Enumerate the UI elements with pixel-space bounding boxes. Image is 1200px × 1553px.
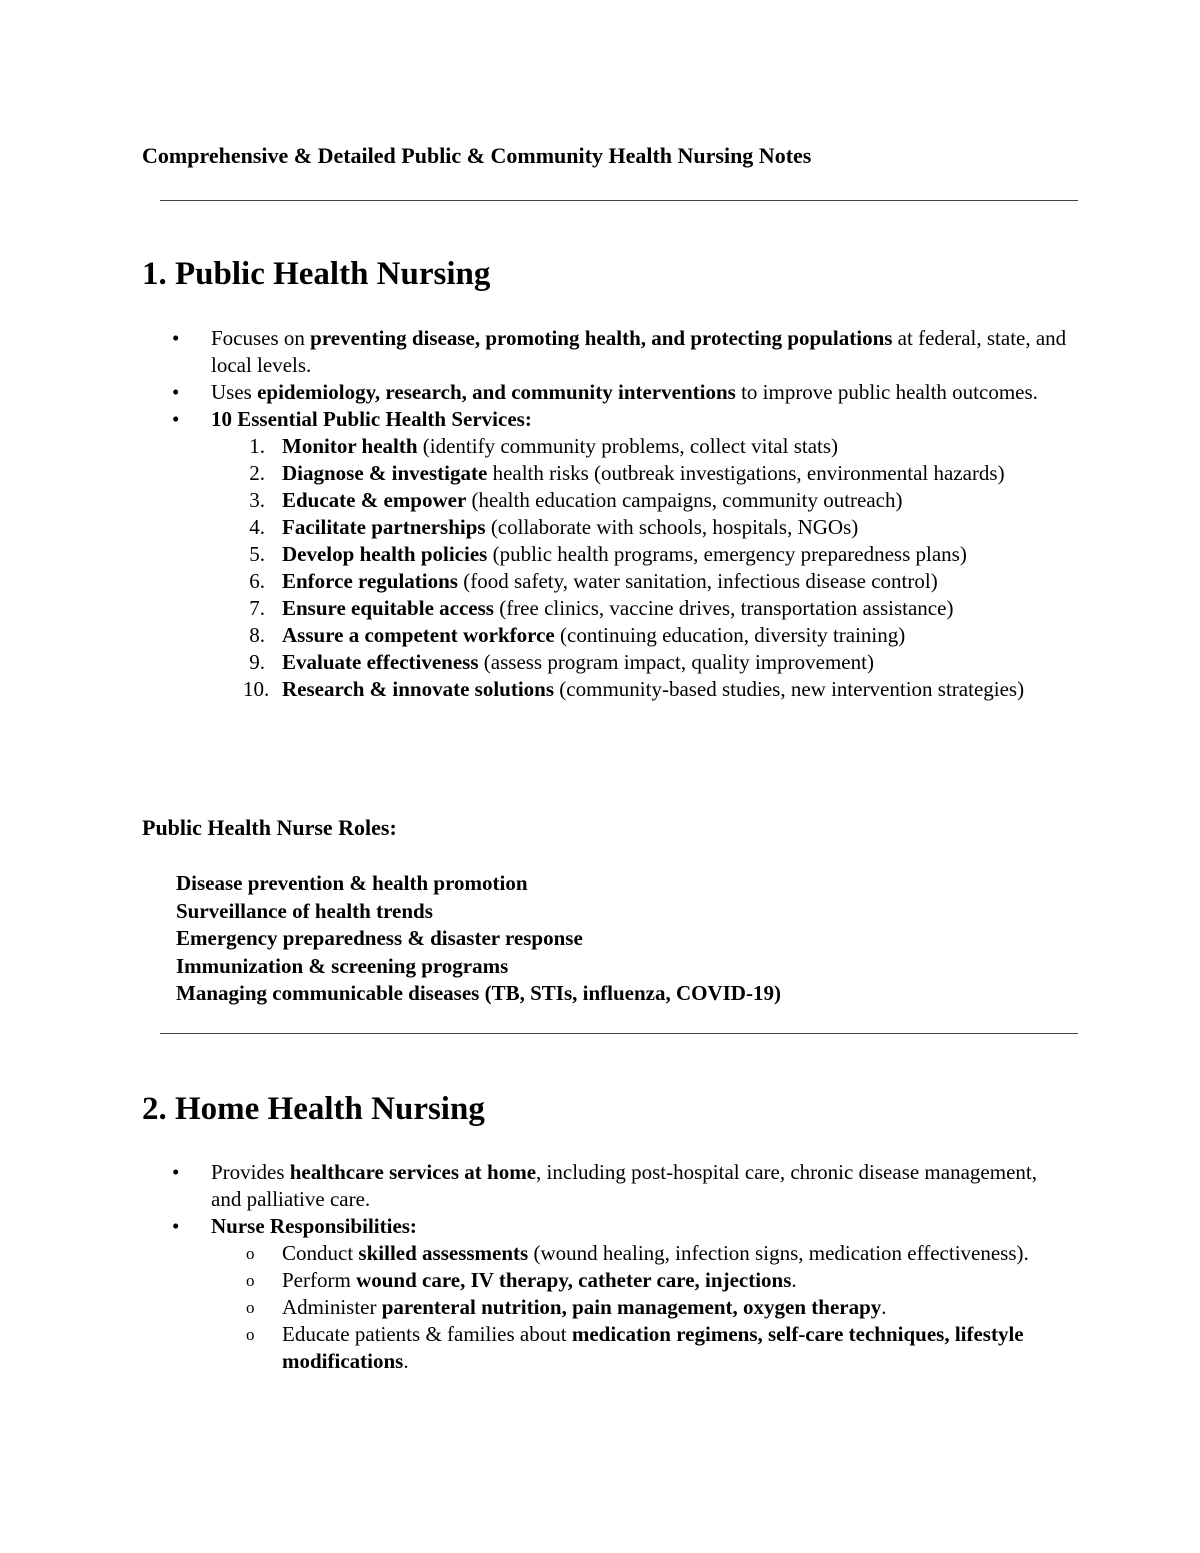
list-number: 1.	[249, 434, 265, 458]
text-run-bold: Nurse Responsibilities:	[211, 1214, 417, 1238]
list-item	[0, 379, 1200, 406]
text-run-bold: Ensure equitable access	[282, 596, 494, 620]
list-item	[0, 1213, 1200, 1240]
text-run: Perform	[282, 1268, 357, 1292]
list-number: 10.	[243, 677, 270, 701]
text-run: to improve public health outcomes.	[735, 380, 1038, 404]
responsibility-item	[0, 1294, 1200, 1321]
list-item	[0, 406, 1200, 433]
text-run-bold: Enforce regulations	[282, 569, 458, 593]
service-item	[0, 568, 1200, 595]
responsibility-item	[0, 1321, 1200, 1375]
horizontal-rule	[160, 200, 1078, 201]
text-run: (free clinics, vaccine drives, transportation assistance)	[493, 596, 954, 620]
text-run: Conduct	[282, 1241, 359, 1265]
text-run: at federal, state, and local levels.	[211, 326, 1067, 377]
section-1-heading: 1. Public Health Nursing	[142, 256, 491, 292]
text-run-bold: 10 Essential Public Health Services:	[211, 407, 532, 431]
bullet-icon: •	[172, 1214, 180, 1238]
text-run: .	[403, 1349, 409, 1373]
text-run: health risks (outbreak investigations, environmental hazards)	[487, 461, 1005, 485]
list-item-text	[211, 1213, 1071, 1240]
text-run-bold: Facilitate partnerships	[282, 515, 486, 539]
text-run-bold: skilled assessments	[358, 1241, 529, 1265]
text-run-bold: Monitor health	[282, 434, 418, 458]
roles-list	[176, 870, 781, 1008]
service-item	[0, 595, 1200, 622]
services-list	[0, 433, 1200, 703]
responsibility-item	[0, 1267, 1200, 1294]
text-run: (collaborate with schools, hospitals, NGOs)	[485, 515, 859, 539]
list-item-text	[211, 1159, 1071, 1213]
text-run: (food safety, water sanitation, infectious disease control)	[457, 569, 938, 593]
text-run: (public health programs, emergency preparedness plans)	[487, 542, 967, 566]
service-item	[0, 649, 1200, 676]
text-run: Uses	[211, 380, 258, 404]
text-run: Provides	[211, 1160, 290, 1184]
bullet-icon: •	[172, 1160, 180, 1184]
text-run-bold: Research & innovate solutions	[282, 677, 555, 701]
list-number: 8.	[249, 623, 265, 647]
list-number: 9.	[249, 650, 265, 674]
list-number: 6.	[249, 569, 265, 593]
bullet-icon: •	[172, 326, 180, 350]
roles-heading: Public Health Nurse Roles:	[142, 815, 397, 840]
horizontal-rule	[160, 1033, 1078, 1034]
text-run-bold: healthcare services at home	[289, 1160, 537, 1184]
list-number: 3.	[249, 488, 265, 512]
text-run-bold: Diagnose & investigate	[282, 461, 488, 485]
text-run-bold: Evaluate effectiveness	[282, 650, 479, 674]
text-run: (assess program impact, quality improvement)	[478, 650, 874, 674]
list-number: 7.	[249, 596, 265, 620]
section-2-heading: 2. Home Health Nursing	[142, 1091, 485, 1127]
circle-bullet-icon: o	[246, 1271, 255, 1290]
text-run: (health education campaigns, community outreach)	[466, 488, 903, 512]
service-item	[0, 622, 1200, 649]
text-run: (wound healing, infection signs, medication effectiveness).	[528, 1241, 1029, 1265]
role-item: Emergency preparedness & disaster response	[176, 926, 583, 951]
list-item-text	[211, 325, 1071, 379]
role-item: Managing communicable diseases (TB, STIs, influenza, COVID-19)	[176, 981, 781, 1006]
list-item-text	[211, 406, 1071, 433]
list-item-text	[211, 379, 1071, 406]
text-run: (identify community problems, collect vital stats)	[417, 434, 839, 458]
document-title: Comprehensive & Detailed Public & Community Health Nursing Notes	[142, 143, 812, 168]
text-run-bold: epidemiology, research, and community interventions	[257, 380, 736, 404]
text-run-bold: Develop health policies	[282, 542, 488, 566]
list-number: 2.	[249, 461, 265, 485]
text-run-bold: wound care, IV therapy, catheter care, injections	[356, 1268, 792, 1292]
service-item	[0, 433, 1200, 460]
circle-bullet-icon: o	[246, 1244, 255, 1263]
text-run: Administer	[282, 1295, 382, 1319]
text-run-bold: medication regimens, self-care techniques, lifestyle modifications	[282, 1322, 1024, 1373]
list-item	[0, 325, 1200, 379]
list-number: 5.	[249, 542, 265, 566]
text-run: Focuses on	[211, 326, 311, 350]
role-item: Immunization & screening programs	[176, 953, 509, 978]
service-item	[0, 487, 1200, 514]
text-run-bold: Assure a competent workforce	[282, 623, 555, 647]
section-1-list	[0, 325, 1200, 703]
responsibilities-list	[0, 1240, 1200, 1375]
responsibility-item	[0, 1240, 1200, 1267]
list-number: 4.	[249, 515, 265, 539]
bullet-icon: •	[172, 407, 180, 431]
text-run-bold: Educate & empower	[282, 488, 467, 512]
bullet-icon: •	[172, 380, 180, 404]
text-run: , including post-hospital care, chronic disease management, and palliative care.	[211, 1160, 1037, 1211]
text-run-bold: preventing disease, promoting health, and protecting populations	[310, 326, 893, 350]
text-run: (community-based studies, new intervention strategies)	[554, 677, 1025, 701]
role-item: Surveillance of health trends	[176, 898, 433, 923]
section-2-list	[0, 1159, 1200, 1375]
circle-bullet-icon: o	[246, 1325, 255, 1344]
service-item	[0, 676, 1200, 703]
text-run: .	[881, 1295, 887, 1319]
service-item	[0, 460, 1200, 487]
text-run: .	[791, 1268, 797, 1292]
text-run: Educate patients & families about	[282, 1322, 572, 1346]
text-run-bold: parenteral nutrition, pain management, oxygen therapy	[381, 1295, 882, 1319]
list-item	[0, 1159, 1200, 1213]
text-run: (continuing education, diversity training)	[554, 623, 906, 647]
role-item: Disease prevention & health promotion	[176, 871, 528, 895]
circle-bullet-icon: o	[246, 1298, 255, 1317]
service-item	[0, 541, 1200, 568]
service-item	[0, 514, 1200, 541]
